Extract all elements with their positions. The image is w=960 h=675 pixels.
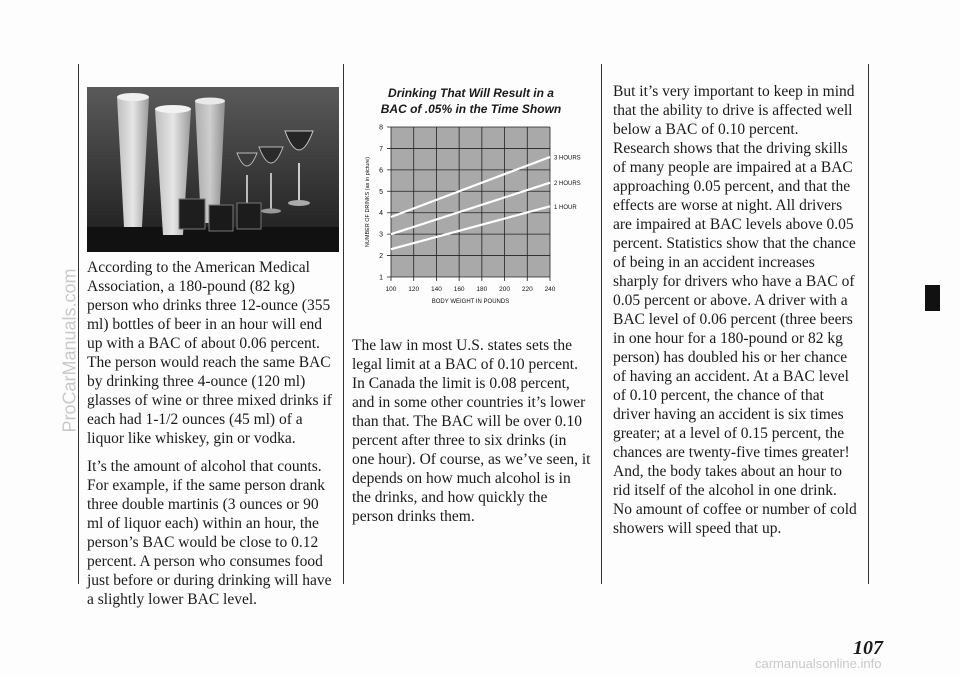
x-tick-label: 200 (499, 286, 511, 293)
plot-area (391, 127, 550, 277)
x-tick-label: 160 (453, 286, 465, 293)
x-tick-label: 140 (430, 286, 442, 293)
watermark-bottom: carmanualsonline.info (755, 656, 882, 671)
chart-plot (345, 77, 597, 313)
y-tick-label: 7 (379, 145, 383, 153)
column-1 (87, 258, 337, 618)
chart-title-line: Drinking That Will Result in a (388, 86, 554, 100)
x-axis-label: BODY WEIGHT IN POUNDS (431, 299, 510, 305)
drinks-photo (87, 87, 339, 252)
section-tab (925, 285, 940, 311)
chart-title-line: BAC of .05% in the Time Shown (380, 102, 562, 116)
y-tick-label: 5 (379, 188, 383, 196)
series-label: 3 HOURS (554, 155, 581, 162)
x-tick-label: 180 (476, 286, 488, 293)
paragraph: It’s the amount of alcohol that counts. For example, if the same person drank three double martinis (3 ounces or 90 ml of liquor each) within an hour, the person’s BAC would be close to 0.12 percent. A person who consumes food just before or during drinking will have a slightly lower BAC level. (87, 458, 332, 608)
series-label: 1 HOUR (554, 204, 577, 211)
x-tick-label: 220 (521, 286, 533, 293)
y-tick-label: 4 (379, 210, 383, 218)
page-number: 107 (853, 637, 883, 659)
watermark-left: ProCarManuals.com (59, 268, 80, 433)
y-tick-label: 1 (379, 274, 383, 282)
y-tick-label: 8 (379, 124, 383, 132)
x-tick-label: 100 (385, 286, 397, 293)
column-rule (343, 64, 344, 584)
x-tick-label: 120 (408, 286, 420, 293)
y-tick-label: 6 (379, 167, 383, 175)
series-label: 2 HOURS (554, 181, 581, 188)
x-tick-label: 240 (544, 286, 556, 293)
column-3 (613, 82, 858, 547)
y-axis-label: NUMBER OF DRINKS (as in picture) (365, 156, 371, 248)
y-tick-label: 3 (379, 231, 383, 239)
column-rule (601, 64, 602, 584)
column-rule (868, 64, 869, 584)
bac-chart (345, 77, 597, 313)
paragraph: But it’s very important to keep in mind that the ability to drive is affected well below a BAC of 0.10 percent. Research shows that the driving skills of many people are impaired at a BAC approaching 0.05 percent, and that the effects are worse at night. All drivers are impaired at BAC levels above 0.05 percent. Statistics show that the chance of being in an accident increases sharply for drivers who have a BAC of 0.05 percent or above. A driver with a BAC level of 0.06 percent (three beers in one hour for a 180-pound or 82 kg person) has doubled his or her chance of having an accident. At a BAC level of 0.10 percent, the chance of that driver having an accident is six times greater; at a level of 0.15 percent, the chances are twenty-five times greater! And, the body takes about an hour to rid itself of the alcohol in one drink. No amount of coffee or number of cold showers will speed that up. (613, 83, 857, 537)
drinks-illustration (87, 87, 339, 252)
paragraph: The law in most U.S. states sets the legal limit at a BAC of 0.10 percent. In Canada the limit is 0.08 percent, and in some other countries it’s lower than that. The BAC will be over 0.10 percent after three to six drinks (in one hour). Of course, as we’ve seen, it depends on how much alcohol is in the drinks, and how quickly the person drinks them. (352, 337, 591, 525)
y-tick-label: 2 (379, 253, 383, 261)
paragraph: According to the American Medical Association, a 180-pound (82 kg) person who drinks three 12-ounce (355 ml) bottles of beer in an hour will end up with a BAC of about 0.06 percent. The person would reach the same BAC by drinking three 4-ounce (120 ml) glasses of wine or three mixed drinks if each had 1-1/2 ounces (45 ml) of a liquor like whiskey, gin or vodka. (87, 259, 332, 447)
column-2 (352, 336, 592, 535)
